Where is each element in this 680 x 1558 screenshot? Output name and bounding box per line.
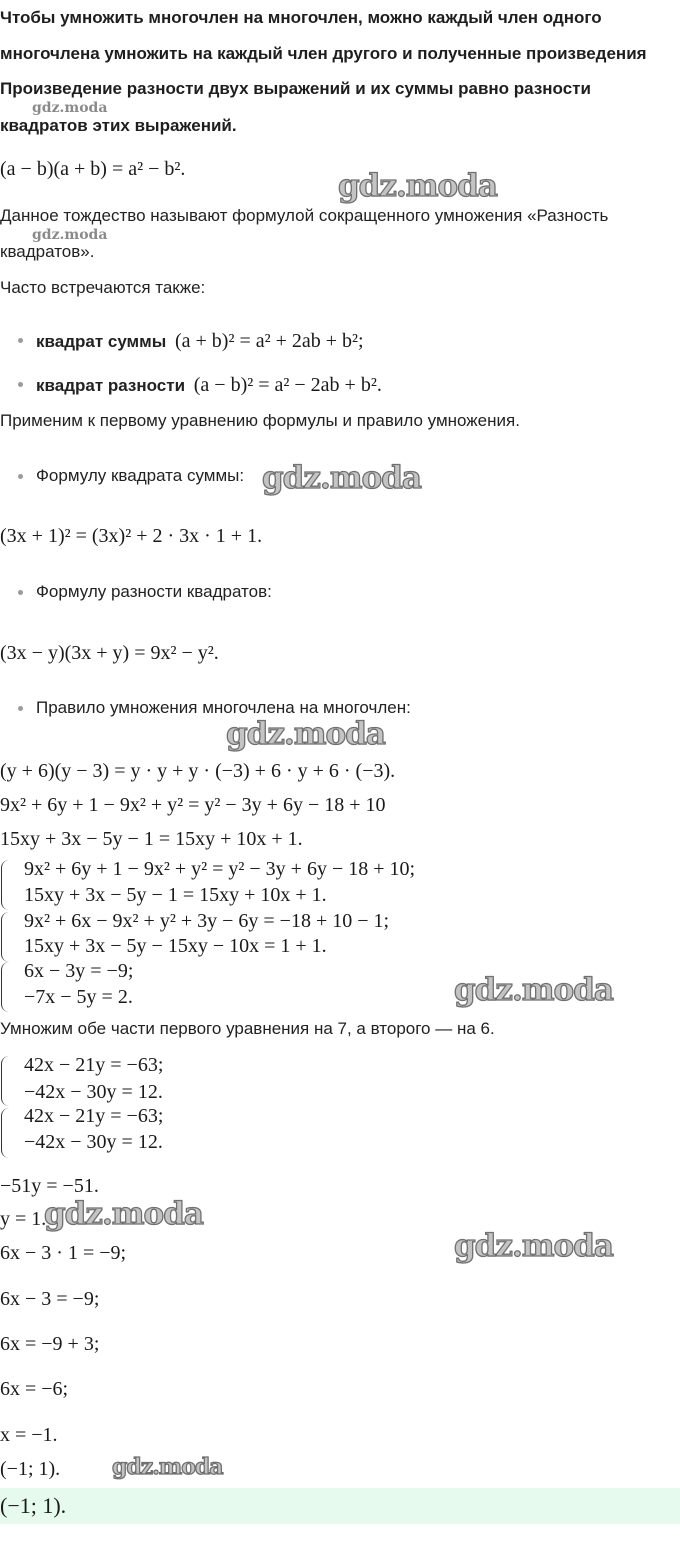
system-equation: −42x − 30y = 12. <box>24 1081 163 1103</box>
system-brace <box>1 860 11 910</box>
formula-item-sum-square <box>36 330 364 353</box>
solve-line: 6x = −9 + 3; <box>0 1333 100 1355</box>
watermark-small: gdz.moda <box>32 100 108 116</box>
step-item <box>36 582 272 602</box>
system-equation: 6x − 3y = −9; <box>24 960 134 982</box>
rule-line-4: квадратов этих выражений. <box>0 116 237 135</box>
solve-line: y = 1. <box>0 1208 47 1230</box>
watermark: gdz.moda <box>262 460 421 496</box>
equation-line-2: 15xy + 3x − 5y − 1 = 15xy + 10x + 1. <box>0 828 303 850</box>
watermark: gdz.moda <box>454 972 613 1008</box>
watermark: gdz.moda <box>44 1196 203 1232</box>
bullet-dot <box>18 338 23 343</box>
identity-formula: (a − b)(a + b) = a² − b². <box>0 158 186 180</box>
step-math: (3x + 1)² = (3x)² + 2 · 3x · 1 + 1. <box>0 525 263 547</box>
equation-line-1: 9x² + 6y + 1 − 9x² + y² = y² − 3y + 6y − 18 + 10 <box>0 794 386 816</box>
bullet-dot <box>18 474 23 479</box>
bullet-dot <box>18 382 23 387</box>
formula-expression: (a + b)² = a² + 2ab + b²; <box>174 330 364 352</box>
system-equation: 15xy + 3x − 5y − 15xy − 10x = 1 + 1. <box>24 935 327 957</box>
step-item <box>36 466 244 486</box>
system-brace <box>1 1108 11 1158</box>
system-brace <box>1 1056 11 1106</box>
step-item <box>36 698 411 718</box>
watermark: gdz.moda <box>338 168 497 204</box>
step-label: Правило умножения многочлена на многочлен: <box>36 698 411 717</box>
rule-line-2: многочлена умножить на каждый член другого и полученные произведения <box>0 44 647 63</box>
step-math: (y + 6)(y − 3) = y · y + y · (−3) + 6 · y + 6 · (−3). <box>0 760 396 782</box>
identity-note-line-1: Данное тождество называют формулой сокращенного умножения «Разность <box>0 206 609 225</box>
system-equation: 9x² + 6x − 9x² + y² + 3y − 6y = −18 + 10 − 1; <box>24 910 390 932</box>
also-text: Часто встречаются также: <box>0 278 206 297</box>
solve-line: 6x − 3 = −9; <box>0 1288 100 1310</box>
solve-line: (−1; 1). <box>0 1458 61 1480</box>
solve-line: −51y = −51. <box>0 1175 99 1197</box>
watermark: gdz.moda <box>226 716 385 752</box>
step-label: Формулу разности квадратов: <box>36 582 272 601</box>
step-math: (3x − y)(3x + y) = 9x² − y². <box>0 642 219 664</box>
system-equation: 42x − 21y = −63; <box>24 1054 164 1076</box>
solve-line: 6x = −6; <box>0 1378 69 1400</box>
apply-text: Применим к первому уравнению формулы и правило умножения. <box>0 411 520 430</box>
formula-expression: (a − b)² = a² − 2ab + b². <box>193 374 382 396</box>
answer-text: (−1; 1). <box>0 1493 67 1518</box>
system-equation: 42x − 21y = −63; <box>24 1105 164 1127</box>
formula-label: квадрат суммы <box>36 332 167 351</box>
system-brace <box>1 962 11 1012</box>
solve-line: 6x − 3 · 1 = −9; <box>0 1242 127 1264</box>
identity-note-line-2: квадратов». <box>0 242 95 261</box>
rule-line-1: Чтобы умножить многочлен на многочлен, можно каждый член одного <box>0 8 602 27</box>
system-equation: −42x − 30y = 12. <box>24 1131 163 1153</box>
rule-line-3: Произведение разности двух выражений и их суммы равно разности <box>0 79 591 98</box>
system-equation: 9x² + 6y + 1 − 9x² + y² = y² − 3y + 6y − 18 + 10; <box>24 858 416 880</box>
system-equation: 15xy + 3x − 5y − 1 = 15xy + 10x + 1. <box>24 884 327 906</box>
watermark-small: gdz.moda <box>32 227 108 243</box>
system-equation: −7x − 5y = 2. <box>24 986 133 1008</box>
step-label: Формулу квадрата суммы: <box>36 466 245 485</box>
formula-item-diff-square <box>36 374 382 397</box>
bullet-dot <box>18 706 23 711</box>
multiply-text: Умножим обе части первого уравнения на 7, а второго — на 6. <box>0 1019 495 1038</box>
answer-box <box>0 1488 680 1524</box>
system-brace <box>1 912 11 962</box>
solve-line: x = −1. <box>0 1424 58 1446</box>
formula-label: квадрат разности <box>36 376 186 395</box>
watermark: gdz.moda <box>454 1228 613 1264</box>
bullet-dot <box>18 590 23 595</box>
watermark: gdz.moda <box>112 1454 223 1480</box>
